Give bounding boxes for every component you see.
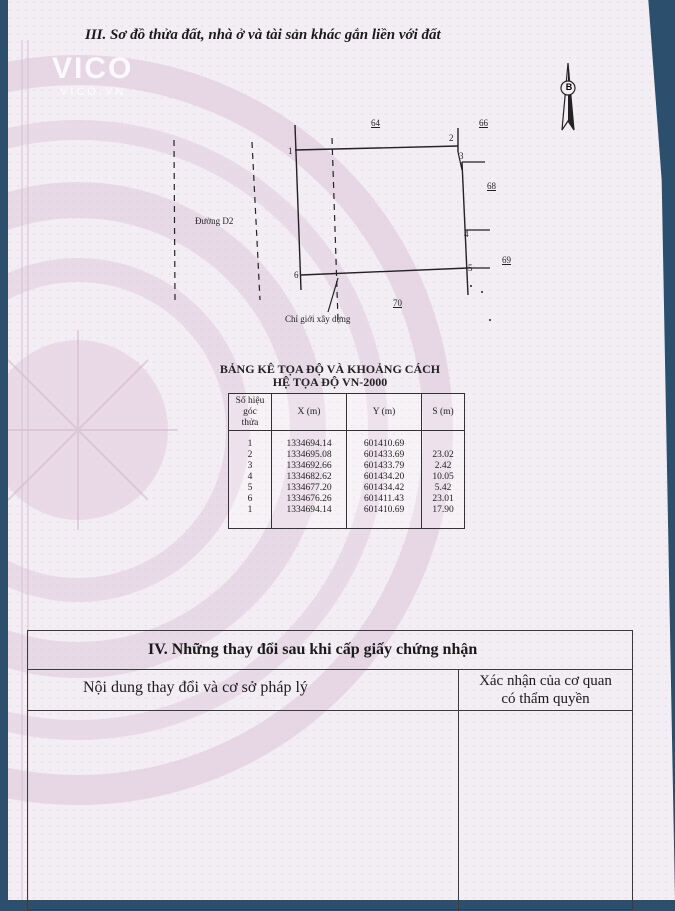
watermark-logo: VICO (52, 52, 134, 85)
table-row (229, 494, 465, 505)
vertex-6: 6 (294, 270, 299, 280)
cell-x: 1334676.26 (272, 494, 347, 505)
vertex-5: 5 (468, 263, 473, 273)
cell-x: 1334694.14 (272, 505, 347, 529)
coordinates-table-title (200, 363, 460, 389)
cell-x: 1334692.66 (272, 461, 347, 472)
changes-header-row (28, 670, 632, 711)
north-arrow-icon (550, 55, 590, 135)
road-label: Đường D2 (195, 216, 234, 226)
adjacent-plot-70: 70 (393, 298, 402, 308)
col-header-vertex: Số hiệu góc thửa (229, 394, 272, 431)
watermark-url: VICO.VN (60, 86, 127, 98)
cell-y: 601411.43 (347, 494, 422, 505)
cell-y: 601410.69 (347, 505, 422, 529)
table-row (229, 483, 465, 494)
table-row (229, 505, 465, 529)
cell-y: 601410.69 (347, 431, 422, 451)
col-authority-confirmation (459, 670, 632, 710)
table-row (229, 461, 465, 472)
col-header-y: Y (m) (347, 394, 422, 431)
cell-vertex: 1 (229, 505, 272, 529)
col-change-content: Nội dung thay đổi và cơ sở pháp lý (28, 670, 459, 710)
table-row (229, 431, 465, 451)
changes-title: IV. Những thay đổi sau khi cấp giấy chứng nhận (28, 631, 632, 670)
coordinates-table-title-line2: HỆ TỌA ĐỘ VN-2000 (272, 375, 388, 389)
col-authority-line1: Xác nhận của cơ quan (479, 673, 612, 689)
vertex-2: 2 (449, 133, 454, 143)
cell-x: 1334677.20 (272, 483, 347, 494)
cell-y: 601434.20 (347, 472, 422, 483)
cell-s: 10.05 (422, 472, 465, 483)
section-title: III. Sơ đồ thửa đất, nhà ở và tài sản khác gắn liền với đất (85, 27, 441, 43)
vertex-3: 3 (459, 151, 464, 161)
cell-vertex: 4 (229, 472, 272, 483)
adjacent-plot-69: 69 (502, 255, 511, 265)
cell-vertex: 1 (229, 431, 272, 451)
changes-section (27, 630, 633, 910)
change-content-cell (28, 711, 459, 911)
cell-s: 5.42 (422, 483, 465, 494)
cell-s: 23.01 (422, 494, 465, 505)
adjacent-plot-68: 68 (487, 181, 496, 191)
col-authority-line2: có thẩm quyền (501, 691, 590, 707)
cell-vertex: 2 (229, 450, 272, 461)
adjacent-plot-64: 64 (371, 118, 380, 128)
building-limit-label: Chỉ giới xây dựng (285, 314, 351, 324)
cell-y: 601433.79 (347, 461, 422, 472)
table-row (229, 472, 465, 483)
coordinates-table (228, 393, 465, 529)
cell-y: 601434.42 (347, 483, 422, 494)
adjacent-plot-66: 66 (479, 118, 488, 128)
table-row (229, 450, 465, 461)
cell-x: 1334682.62 (272, 472, 347, 483)
cell-s: 17.90 (422, 505, 465, 529)
cell-s: 2.42 (422, 461, 465, 472)
cell-vertex: 5 (229, 483, 272, 494)
changes-body-row (28, 711, 632, 911)
col-header-s: S (m) (422, 394, 465, 431)
north-label: B (565, 82, 573, 92)
coordinates-table-title-line1: BẢNG KÊ TỌA ĐỘ VÀ KHOẢNG CÁCH (219, 362, 441, 376)
cell-vertex: 6 (229, 494, 272, 505)
vertex-1: 1 (288, 146, 293, 156)
cell-y: 601433.69 (347, 450, 422, 461)
cell-vertex: 3 (229, 461, 272, 472)
col-header-x: X (m) (272, 394, 347, 431)
cell-s (422, 431, 465, 451)
vertex-4: 4 (464, 229, 469, 239)
cell-s: 23.02 (422, 450, 465, 461)
cell-x: 1334695.08 (272, 450, 347, 461)
cell-x: 1334694.14 (272, 431, 347, 451)
